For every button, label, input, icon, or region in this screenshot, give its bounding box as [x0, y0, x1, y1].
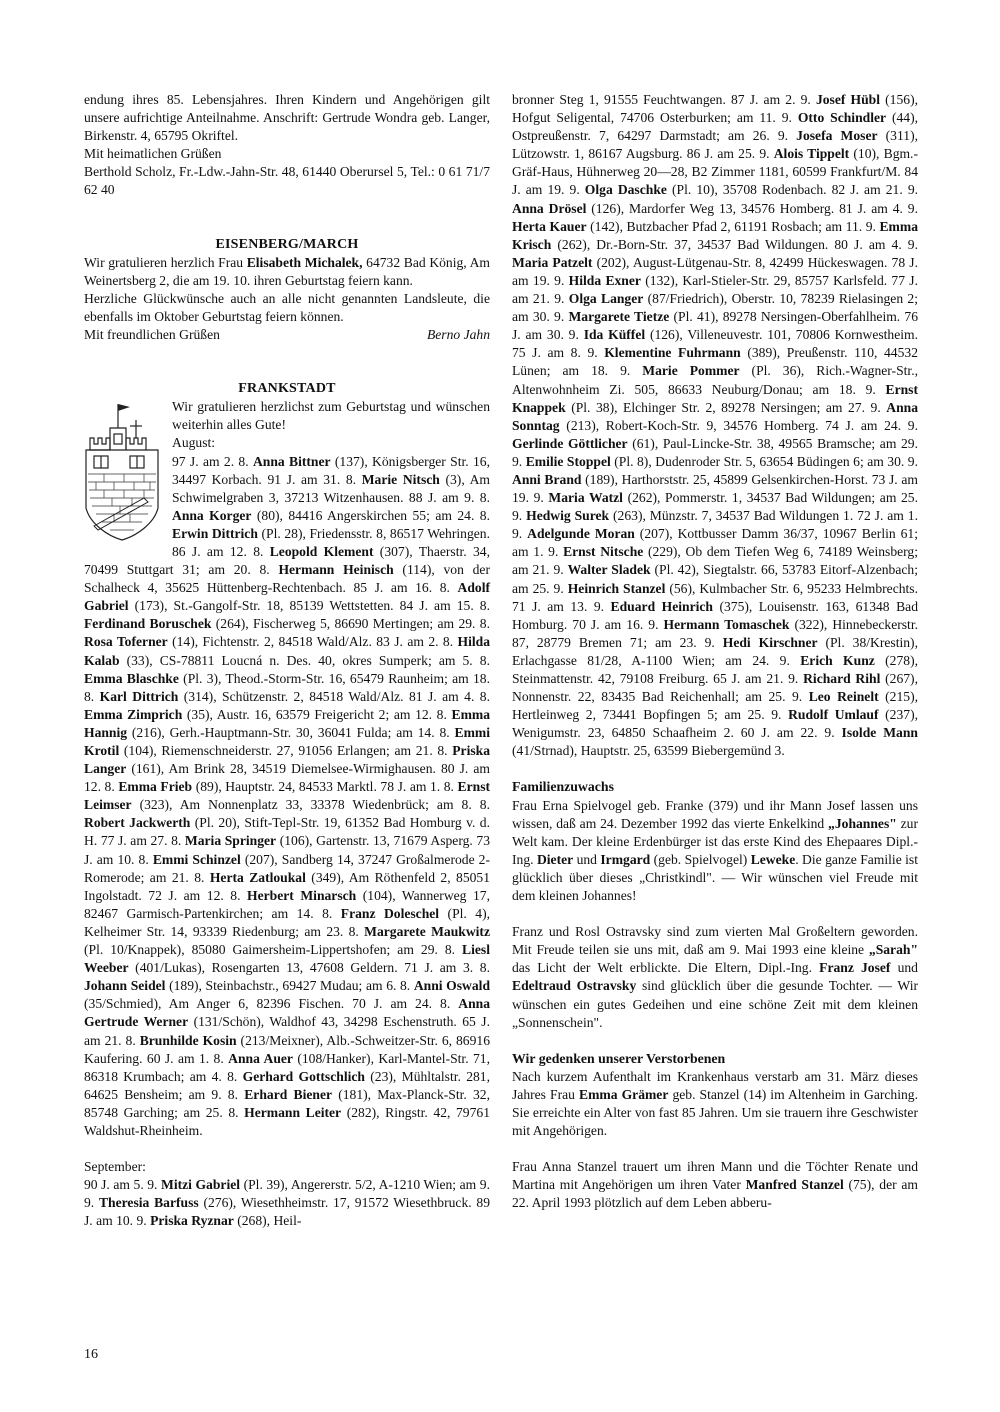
entry-text: (349), Am Röthenfeld 2, 85051 Ingolstadt. 72 J. am 12. 8. — [84, 869, 491, 903]
entry-text: (132), Karl-Stieler-Str. 29, 85757 Karlsfeld. 77 J. am 21. 9. — [512, 272, 918, 307]
person-name: Herta Zatloukal — [209, 869, 306, 885]
entry-text: (61), Paul-Lincke-Str. 38, 49565 Bramsche; am 29. 9. — [512, 435, 918, 469]
section-heading-familienzuwachs: Familienzuwachs — [512, 779, 614, 795]
person-name: Erwin Dittrich — [172, 525, 258, 541]
person-name: Adelgunde Moran — [527, 526, 635, 542]
person-name: Josefa Moser — [796, 128, 878, 144]
person-name: Marie Nitsch — [361, 471, 440, 487]
entry-text: (80), 84416 Angerskirchen 55; am 24. 8. — [251, 507, 490, 523]
entry-text: (314), Schützenstr. 2, 84518 Wald/Alz. 81 J. am 4. 8. — [178, 688, 491, 704]
person-name: Priska Langer — [84, 743, 490, 777]
person-name: Otto Schindler — [797, 110, 887, 126]
person-name: Hermann Tomaschek — [663, 616, 790, 632]
eisenberg-signature: Mit freundlichen Grüßen Berno Jahn — [84, 326, 490, 344]
obituary-paragraph — [512, 1158, 918, 1212]
entry-text: (41/Strnad), Hauptstr. 25, 63599 Biebergemünd 3. — [512, 743, 785, 759]
highlighted-name: Irmgard — [600, 851, 651, 867]
person-name: Karl Dittrich — [99, 688, 179, 704]
person-name: Alois Tippelt — [773, 146, 850, 162]
entry-text: (3), Am Schwimelgraben 3, 37213 Witzenhausen. 88 J. am 9. 8. — [172, 471, 491, 505]
person-name: Ida Küffel — [583, 327, 646, 343]
text-run: und — [890, 960, 918, 976]
entry-text: (156), Hofgut Seligental, 74706 Osterburken; am 11. 9. — [512, 92, 918, 126]
entry-text: (161), Am Brink 28, 34519 Diemelsee-Wirmighausen. 80 J. am 12. 8. — [84, 761, 490, 795]
person-name: Olga Langer — [568, 291, 644, 307]
entry-text: (Pl. 3), Theod.-Storm-Str. 16, 65479 Raunheim; am 18. 8. — [84, 670, 490, 704]
person-name: Eduard Heinrich — [610, 598, 713, 614]
entry-text: (87/Friedrich), Oberstr. 10, 78239 Rielasingen 2; am 30. 9. — [512, 291, 919, 325]
highlighted-name: Emma Grämer — [579, 1086, 669, 1102]
entry-text: (Pl. 39), Angererstr. 5/2, A-1210 Wien; am 9. 9. — [84, 1177, 490, 1211]
person-name: Robert Jackwerth — [84, 815, 191, 831]
person-name: Franz Doleschel — [340, 905, 440, 921]
person-name: Josef Hübl — [815, 92, 881, 107]
person-name: Emma Krisch — [512, 218, 918, 252]
entry-text: (Pl. 4), Kelheimer Str. 14, 93339 Riedenburg; am 23. 8. — [84, 905, 491, 939]
person-name: Johann Seidel — [84, 978, 166, 994]
birthday-list-august — [84, 453, 490, 1141]
entry-text: (216), Gerh.-Hauptmann-Str. 30, 36041 Fulda; am 14. 8. — [127, 724, 455, 740]
text-run: . Die ganze Familie ist glücklich über dieses „Christkindl". — Wir wünschen viel Freude mit dem kleinen Johannes! — [512, 851, 918, 904]
person-name: Leo Reinelt — [808, 689, 879, 705]
entry-text: (33), CS-78811 Loucná n. Des. 40, okres Sumperk; am 5. 8. — [119, 652, 490, 668]
text-run: das Licht der Welt erblickte. Die Eltern, Dipl.-Ing. — [512, 960, 820, 976]
person-name: Richard Rihl — [803, 671, 881, 686]
entry-text: (264), Fischerweg 5, 86690 Mertingen; am 29. 8. — [211, 616, 490, 632]
entry-text: (35), Austr. 16, 63579 Freigericht 2; am 12. 8. — [182, 706, 452, 722]
person-name: Anna Gertrude Werner — [84, 996, 490, 1030]
entry-text: (229), Ob dem Tiefen Weg 6, 74189 Weinsberg; am 21. 9. — [512, 544, 918, 578]
signature-address: Berthold Scholz, Fr.-Ldw.-Jahn-Str. 48, 61440 Oberursel 5, Tel.: 0 61 71/7 62 40 — [84, 164, 490, 198]
person-name: Maria Patzelt — [512, 254, 593, 270]
person-name: Adolf Gabriel — [84, 580, 490, 614]
entry-text: (114), von der Schalheck 4, 35625 Hüttenberg-Rechtenbach. 85 J. am 16. 8. — [84, 562, 490, 596]
entry-text: (215), Hertleinweg 2, 73441 Bopfingen 5; am 25. 9. — [512, 689, 918, 723]
entry-text: (35/Schmied), Am Anger 6, 82396 Fischen. 70 J. am 24. 8. — [84, 996, 459, 1012]
entry-text: (173), St.-Gangolf-Str. 18, 85139 Wettstetten. 84 J. am 15. 8. — [128, 598, 490, 614]
person-name: Anna Bittner — [252, 453, 331, 469]
entry-text: 90 J. am 5. 9. — [84, 1177, 161, 1193]
entry-text: (Pl. 38), Elchinger Str. 2, 89278 Nersingen; am 27. 9. — [565, 399, 887, 415]
person-name: Erich Kunz — [800, 652, 875, 668]
text-run: zur Welt kam. Der kleine Erdenbürger ist das erste Kind des Ehepaares Dipl.-Ing. — [512, 815, 918, 867]
person-name: Anni Oswald — [413, 978, 491, 994]
entry-text: (108/Hanker), Karl-Mantel-Str. 71, 86318 Krumbach; am 4. 8. — [84, 1050, 490, 1084]
left-column — [84, 91, 490, 1230]
highlighted-name: Leweke — [750, 851, 796, 867]
entry-text: (137), Königsberger Str. 16, 34497 Korbach. 91 J. am 31. 8. — [172, 453, 490, 487]
entry-text: (189), Harthorststr. 25, 45899 Gelsenkirchen-Horst. 73 J. am 19. 9. — [512, 471, 918, 506]
person-name: Margarete Tietze — [568, 309, 670, 325]
entry-text: (276), Wiesethheimstr. 17, 91572 Wiesethbruck. 89 J. am 10. 9. — [84, 1195, 491, 1229]
intro-paragraph: endung ihres 85. Lebensjahres. Ihren Kindern und Angehörigen gilt unsere aufrichtige Anteilnahme. Anschrift: Gertrude Wondra geb. Langer, Birkenstr. 4, 65795 Okriftel. — [84, 92, 490, 144]
highlighted-name: Edeltraud Ostravsky — [512, 978, 637, 994]
person-name: Emilie Stoppel — [525, 453, 611, 469]
entry-text: (23), Mühltalstr. 281, 64625 Bensheim; am 9. 8. — [84, 1068, 490, 1102]
frankstadt-intro: Wir gratulieren herzlichst zum Geburtstag und wünschen weiterhin alles Gute! — [172, 399, 490, 433]
entry-text: (Pl. 20), Stift-Tepl-Str. 19, 61352 Bad Homburg v. d. H. 77 J. am 27. 8. — [84, 815, 490, 849]
person-name: Emma Blaschke — [84, 670, 179, 686]
entry-text: (278), Steinmattenstr. 42, 79108 Freiburg. 65 J. am 21. 9. — [512, 652, 918, 686]
person-name: Emma Hannig — [84, 706, 491, 740]
person-name: Heinrich Stanzel — [567, 580, 666, 596]
right-column — [512, 91, 918, 1212]
entry-text: (Pl. 36), Rich.-Wagner-Str., Altenwohnheim Zi. 505, 86633 Neuburg/Donau; am 18. 9. — [512, 363, 918, 397]
person-name: Anna Korger — [172, 507, 252, 523]
entry-text: (322), Hinnebeckerstr. 87, 28779 Bremen 71; am 23. 9. — [512, 616, 919, 650]
person-name: Ernst Nitsche — [563, 544, 644, 560]
person-name: Theresia Barfuss — [98, 1195, 199, 1211]
entry-text: (189), Steinbachstr., 69427 Mudau; am 6. 8. — [165, 978, 414, 994]
month-label-august: August: — [172, 435, 216, 451]
highlighted-name: Franz Josef — [819, 960, 891, 976]
person-name: Hilda Kalab — [84, 634, 490, 668]
person-name: Hilda Exner — [568, 272, 641, 288]
highlighted-name: „Sarah" — [868, 942, 918, 958]
text-run: (75), der am 22. April 1993 plötzlich auf dem Leben abberu- — [512, 1177, 918, 1211]
person-name: Isolde Mann — [841, 725, 918, 741]
person-name: Hermann Leiter — [244, 1104, 342, 1120]
entry-text: (401/Lukas), Rosengarten 13, 47608 Geldern. 71 J. am 3. 8. — [128, 960, 490, 976]
person-name: Rosa Toferner — [84, 634, 168, 650]
entry-text: (323), Am Nonnenplatz 33, 33378 Wiedenbrück; am 8. 8. — [131, 797, 490, 813]
text-run: und — [573, 851, 601, 867]
text-run: Franz und Rosl Ostravsky sind zum vierten Mal Großeltern geworden. Mit Freude teilen sie uns mit, daß am 9. Mai 1993 eine kleine — [512, 924, 918, 958]
entry-text: (10), Bgm.-Gräf-Haus, Hühnerweg 20—28, B2 Zimmer 1181, 60599 Frankfurt/M. 84 J. am 19. 9. — [512, 146, 918, 198]
entry-text: (Pl. 42), Siegtalstr. 66, 53783 Eitorf-Alzenbach; am 25. 9. — [512, 562, 918, 596]
person-name: Erhard Biener — [244, 1086, 333, 1102]
person-name: Emma Frieb — [118, 779, 193, 795]
entry-text: (Pl. 41), 89278 Nersingen-Oberfahlheim. 76 J. am 30. 9. — [512, 309, 919, 343]
person-name: Ernst Knappek — [512, 381, 918, 415]
text-run: sind glücklich über die gesunde Tochter. — Wir wünschen ein gutes Gedeihen und eine schöne Zeit mit dem kleinen „Sonnenschein". — [512, 978, 918, 1030]
text-run: Frau Erna Spielvogel geb. Franke (379) und ihr Mann Josef lassen uns wissen, daß am 24. Dezember 1992 das vierte Enkelkind — [512, 797, 918, 831]
entry-text: (131/Schön), Waldhof 43, 34298 Eschenstruth. 65 J. am 21. 8. — [84, 1014, 490, 1048]
family-news-paragraph — [512, 923, 918, 1032]
entry-text: (202), August-Lütgenau-Str. 8, 42499 Hückeswagen. 78 J. am 19. 9. — [512, 254, 918, 288]
entry-text: (181), Max-Planck-Str. 32, 85748 Garching; am 25. 8. — [84, 1086, 490, 1120]
person-name: Maria Watzl — [548, 490, 623, 506]
entry-text: (282), Ringstr. 42, 79761 Waldshut-Rheinheim. — [84, 1104, 490, 1138]
entry-text: (267), Nonnenstr. 22, 83435 Bad Reichenhall; am 25. 9. — [512, 671, 918, 705]
entry-text: (262), Dr.-Born-Str. 37, 34537 Bad Wildungen. 80 J. am 4. 9. — [551, 236, 918, 252]
entry-text: (106), Gartenstr. 13, 71679 Asperg. 73 J. am 10. 8. — [84, 833, 490, 867]
entry-text: (311), Lützowstr. 1, 86167 Augsburg. 86 J. am 25. 9. — [512, 128, 918, 162]
birthday-list-september-continued — [512, 91, 918, 760]
entry-text: (Pl. 8), Dudenroder Str. 5, 63654 Büdingen 6; am 30. 9. — [610, 453, 918, 469]
coat-of-arms-icon — [84, 398, 164, 544]
entry-text: (268), Heil- — [233, 1213, 302, 1229]
entry-text: (213/Meixner), Alb.-Schweitzer-Str. 6, 86916 Kaufering. 60 J. am 1. 8. — [84, 1032, 490, 1066]
highlighted-name: Manfred Stanzel — [745, 1177, 844, 1193]
person-name: Ernst Leimser — [84, 779, 491, 813]
person-name: Ferdinand Boruschek — [84, 616, 212, 632]
person-name: Olga Daschke — [584, 182, 667, 198]
entry-text: bronner Steg 1, 91555 Feuchtwangen. 87 J. am 2. 9. — [512, 92, 816, 107]
section-heading-frankstadt: FRANKSTADT — [238, 381, 336, 397]
greeting-line: Mit heimatlichen Grüßen — [84, 146, 222, 162]
person-name: Emmi Krotil — [84, 724, 490, 758]
person-name: Klementine Fuhrmann — [604, 345, 741, 361]
entry-text: (213), Robert-Koch-Str. 9, 34576 Homberg. 74 J. am 24. 9. — [559, 417, 918, 433]
person-name: Hermann Heinisch — [278, 562, 394, 578]
month-label-september: September: — [84, 1159, 146, 1175]
eisenberg-paragraph: Wir gratulieren herzlich Frau Elisabeth Michalek, 64732 Bad König, Am Weinertsberg 2, die am 19. 10. ihren Geburtstag feiern kann. — [84, 254, 490, 288]
entry-text: (89), Hauptstr. 24, 84533 Marktl. 78 J. am 1. 8. — [192, 779, 458, 795]
birthday-list-september — [84, 1176, 490, 1230]
celebrant-name: Elisabeth Michalek, — [246, 254, 363, 270]
section-heading-eisenberg: EISENBERG/MARCH — [215, 236, 359, 252]
section-heading-verstorbene: Wir gedenken unserer Verstorbenen — [512, 1050, 726, 1066]
person-name: Gerlinde Göttlicher — [512, 435, 628, 451]
eisenberg-wishes: Herzliche Glückwünsche auch an alle nicht genannten Landsleute, die ebenfalls im Oktober Geburtstag feiern können. — [84, 290, 490, 324]
person-name: Emma Zimprich — [84, 706, 183, 722]
entry-text: (307), Thaerstr. 34, 70499 Stuttgart 31; am 20. 8. — [84, 543, 490, 578]
person-name: Anna Auer — [228, 1050, 293, 1066]
text-run: Nach kurzem Aufenthalt im Krankenhaus verstarb am 31. März dieses Jahres Frau — [512, 1068, 918, 1102]
person-name: Gerhard Gottschlich — [242, 1068, 365, 1084]
page-number: 16 — [84, 1347, 98, 1362]
person-name: Rudolf Umlauf — [788, 707, 879, 723]
entry-text: (56), Kulmbacher Str. 6, 95233 Helmbrechts. 71 J. am 13. 9. — [512, 580, 918, 614]
highlighted-name: Dieter — [536, 851, 574, 867]
entry-text: (126), Villeneuvestr. 101, 70806 Kornwestheim. 75 J. am 8. 9. — [512, 327, 919, 361]
entry-text: (375), Louisenstr. 163, 61348 Bad Homburg. 70 J. am 16. 9. — [512, 598, 918, 632]
person-name: Margarete Maukwitz — [364, 923, 490, 939]
person-name: Marie Pommer — [642, 363, 740, 379]
entry-text: (207), Kottbusser Damm 36/37, 10967 Berlin 61; am 1. 9. — [512, 526, 918, 560]
entry-text: (104), Wannerweg 17, 82467 Garmisch-Partenkirchen; am 14. 8. — [84, 887, 490, 921]
person-name: Herta Kauer — [512, 218, 587, 234]
person-name: Maria Springer — [184, 833, 277, 849]
entry-text: (Pl. 10), 35708 Rodenbach. 82 J. am 21. 9. — [666, 182, 919, 198]
obituary-paragraph — [512, 1068, 918, 1140]
person-name: Anna Drösel — [512, 200, 587, 216]
person-name: Brunhilde Kosin — [139, 1032, 237, 1048]
entry-text: (44), Ostpreußenstr. 7, 64297 Darmstadt; am 26. 9. — [512, 110, 919, 144]
author-name: Berno Jahn — [426, 327, 490, 343]
entry-text: (Pl. 28), Friedensstr. 8, 86517 Wehringen. 86 J. am 12. 8. — [172, 525, 490, 559]
person-name: Liesl Weeber — [84, 942, 490, 976]
person-name: Herbert Minarsch — [247, 887, 357, 903]
text-run: (geb. Spielvogel) — [650, 851, 751, 867]
entry-text: (104), Riemenschneiderstr. 27, 91056 Erlangen; am 21. 8. — [119, 743, 453, 758]
entry-text: (262), Pommerstr. 1, 34537 Bad Wildungen; am 25. 9. — [512, 490, 918, 524]
entry-text: (14), Fichtenstr. 2, 84518 Wald/Alz. 83 J. am 2. 8. — [167, 634, 458, 650]
entry-text: (389), Preußenstr. 110, 44532 Lünen; am 18. 9. — [512, 345, 918, 379]
family-news-paragraph — [512, 797, 918, 906]
entry-text: 97 J. am 2. 8. — [172, 453, 253, 469]
entry-text: (Pl. 10/Knappek), 85080 Gaimersheim-Lippertshofen; am 29. 8. — [84, 942, 463, 958]
highlighted-name: „Johannes" — [828, 815, 897, 831]
entry-text: (Pl. 38/Krestin), Erlachgasse 81/28, A-1100 Wien; am 24. 9. — [512, 634, 918, 668]
entry-text: (207), Sandberg 14, 37247 Großalmerode 2-Romerode; am 21. 8. — [84, 851, 491, 885]
entry-text: (142), Butzbacher Pfad 2, 61191 Rosbach; am 11. 9. — [586, 218, 880, 234]
person-name: Anni Brand — [512, 471, 582, 487]
person-name: Priska Ryznar — [150, 1213, 234, 1229]
text-run: Frau Anna Stanzel trauert um ihren Mann und die Töchter Renate und Martina mit Angehörigen um ihren Vater — [512, 1159, 918, 1193]
person-name: Anna Sonntag — [512, 399, 918, 433]
person-name: Mitzi Gabriel — [161, 1177, 241, 1193]
person-name: Hedwig Surek — [526, 508, 610, 524]
text-run: geb. Stanzel (14) im Altenheim in Garching. Sie erreichte ein Alter von fast 85 Jahren. Um sie trauern ihre Geschwister mit Angehörigen. — [512, 1086, 919, 1139]
person-name: Walter Sladek — [567, 562, 651, 578]
person-name: Leopold Klement — [269, 543, 374, 559]
person-name: Hedi Kirschner — [722, 634, 818, 650]
entry-text: (263), Münzstr. 7, 34537 Bad Wildungen 1. 72 J. am 1. 9. — [512, 508, 918, 542]
person-name: Emmi Schinzel — [152, 851, 241, 867]
entry-text: (126), Mardorfer Weg 13, 34576 Homberg. 81 J. am 4. 9. — [586, 200, 918, 216]
entry-text: (237), Wenigumstr. 23, 64850 Schaafheim 2. 60 J. am 22. 9. — [512, 707, 918, 741]
